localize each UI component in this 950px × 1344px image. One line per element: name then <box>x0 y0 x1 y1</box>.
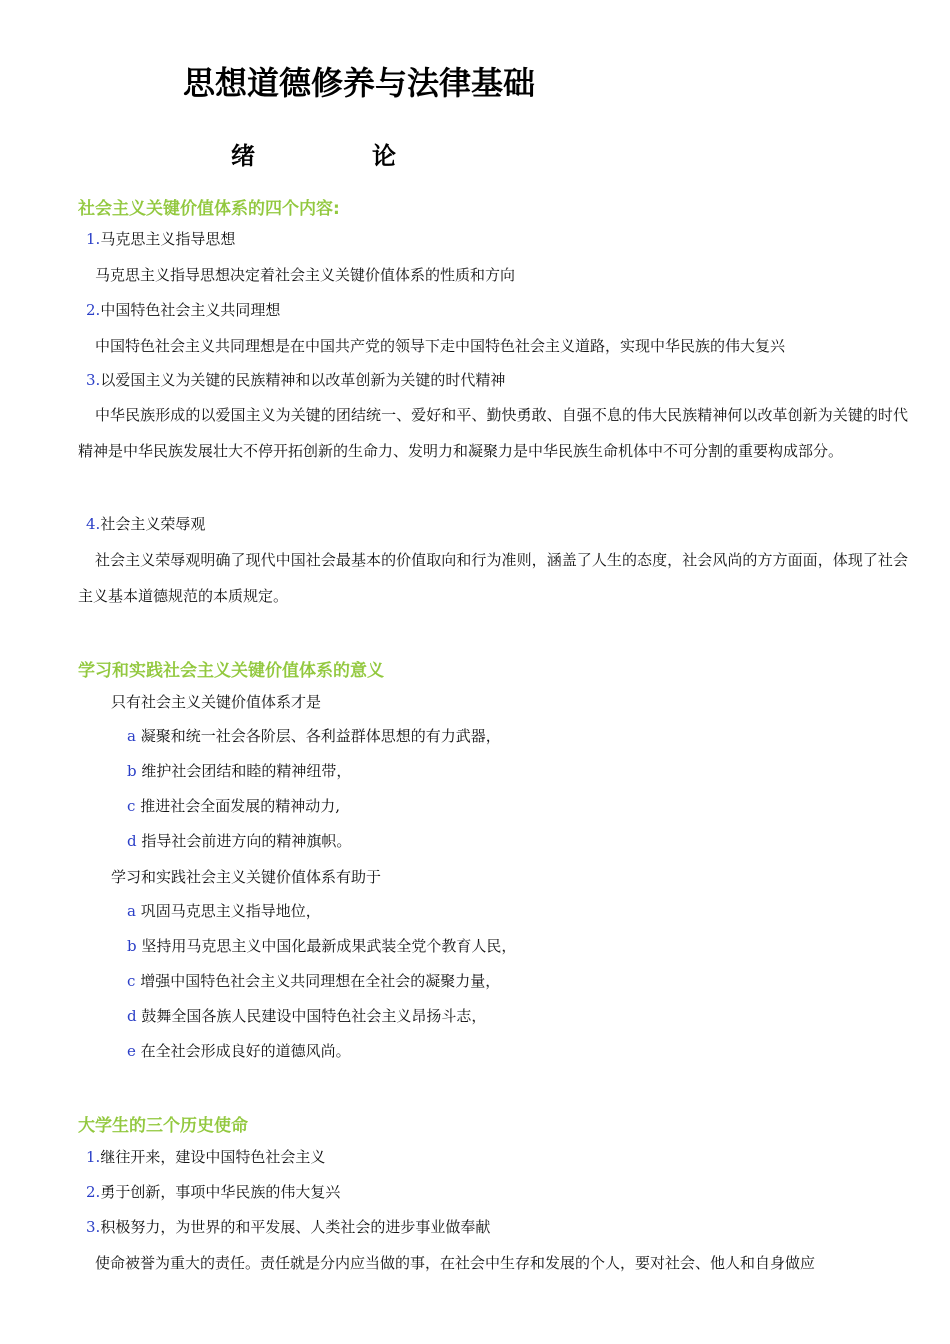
intro-text: 学习和实践社会主义关键价值体系有助于 <box>111 868 382 886</box>
item-number: 2. <box>86 1183 101 1201</box>
item-letter: e <box>127 1042 136 1060</box>
item-description: 中国特色社会主义共同理想是在中国共产党的领导下走中国特色社会主义道路，实现中华民族的伟大复兴 <box>95 337 786 355</box>
item-text: 指导社会前进方向的精神旗帜。 <box>141 832 352 850</box>
item-letter: b <box>127 937 137 955</box>
item-label: 中国特色社会主义共同理想 <box>100 301 281 319</box>
list-item <box>86 1147 325 1167</box>
item-description: 中华民族形成的以爱国主义为关键的团结统一、爱好和平、勤快勇敢、自强不息的伟大民族精神何以改革创新为关键的时代精神是中华民族发展壮大不停开拓创新的生命力、发明力和凝聚力是中华民族生命机体中不可分割的重要构成部分。 <box>78 406 908 460</box>
item-label: 马克思主义指导思想 <box>100 230 236 248</box>
chapter-title-left: 绪 <box>231 142 255 170</box>
list-item <box>127 796 340 816</box>
item-letter: a <box>127 727 136 745</box>
item-text: 继往开来，建设中国特色社会主义 <box>100 1148 326 1166</box>
item-label: 以爱国主义为关键的民族精神和以改革创新为关键的时代精神 <box>100 371 506 389</box>
item-letter: c <box>127 797 136 815</box>
list-item <box>127 726 501 746</box>
paragraph: 使命被誉为重大的责任。责任就是分内应当做的事，在社会中生存和发展的个人，要对社会、他人和自身做应 <box>95 1254 816 1272</box>
item-letter: d <box>127 1007 137 1025</box>
list-item <box>86 229 235 249</box>
list-item <box>127 971 500 991</box>
item-number: 3. <box>86 371 101 389</box>
document-title: 思想道德修养与法律基础 <box>183 64 536 102</box>
item-number: 4. <box>86 515 101 533</box>
item-number: 1. <box>86 230 101 248</box>
item-text: 增强中国特色社会主义共同理想在全社会的凝聚力量， <box>140 972 501 990</box>
item-text: 维护社会团结和睦的精神纽带， <box>141 762 352 780</box>
item-text: 勇于创新，事项中华民族的伟大复兴 <box>100 1183 341 1201</box>
list-item <box>127 1041 351 1061</box>
item-number: 2. <box>86 301 101 319</box>
item-text: 巩固马克思主义指导地位， <box>140 902 321 920</box>
item-text: 在全社会形成良好的道德风尚。 <box>140 1042 351 1060</box>
item-description: 马克思主义指导思想决定着社会主义关键价值体系的性质和方向 <box>95 266 516 284</box>
section-heading-missions: 大学生的三个历史使命 <box>78 1116 248 1136</box>
list-item <box>86 514 205 534</box>
list-item <box>86 1217 490 1237</box>
item-letter: b <box>127 762 137 780</box>
list-item <box>86 300 280 320</box>
item-letter: c <box>127 972 136 990</box>
item-letter: d <box>127 832 137 850</box>
list-item <box>127 831 351 851</box>
section-heading-core-values: 社会主义关键价值体系的四个内容: <box>78 199 340 219</box>
section-heading-significance: 学习和实践社会主义关键价值体系的意义 <box>78 661 384 681</box>
list-item <box>127 1006 486 1026</box>
list-item <box>86 370 505 390</box>
list-item <box>127 936 516 956</box>
list-item <box>127 761 351 781</box>
item-text: 积极努力，为世界的和平发展、人类社会的进步事业做奉献 <box>100 1218 491 1236</box>
list-item <box>86 1182 340 1202</box>
item-label: 社会主义荣辱观 <box>100 515 206 533</box>
list-item <box>127 901 321 921</box>
item-text: 鼓舞全国各族人民建设中国特色社会主义昂扬斗志， <box>141 1007 487 1025</box>
item-text: 凝聚和统一社会各阶层、各利益群体思想的有力武器， <box>140 727 501 745</box>
item-text: 推进社会全面发展的精神动力, <box>140 797 340 815</box>
item-text: 坚持用马克思主义中国化最新成果武装全党个教育人民， <box>141 937 517 955</box>
item-number: 1. <box>86 1148 101 1166</box>
intro-text: 只有社会主义关键价值体系才是 <box>111 693 322 711</box>
item-description: 社会主义荣辱观明确了现代中国社会最基本的价值取向和行为准则，涵盖了人生的态度，社会风尚的方方面面，体现了社会主义基本道德规范的本质规定。 <box>78 551 908 605</box>
chapter-title-right: 论 <box>372 142 396 170</box>
item-letter: a <box>127 902 136 920</box>
item-number: 3. <box>86 1218 101 1236</box>
